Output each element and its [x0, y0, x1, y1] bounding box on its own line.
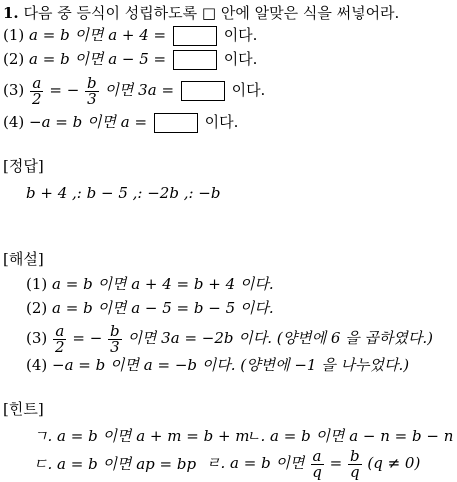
answer-box[interactable] — [154, 113, 198, 133]
fraction — [30, 73, 44, 108]
fraction — [53, 321, 67, 356]
answer-text: b + 4 ,: b − 5 ,: −2b ,: −b — [26, 184, 221, 202]
explanation-item-1 — [26, 275, 274, 293]
item-label: (3) — [3, 81, 25, 99]
problem-header — [3, 4, 399, 22]
hint-header: [힌트] — [3, 400, 44, 418]
hint-item-2: ㄴ. a = b 이면 a − n = b − n — [246, 427, 454, 445]
fraction-denominator: 3 — [87, 89, 97, 108]
item-text: 이면 3a = −2b 이다. (양변에 6 을 곱하였다.) — [127, 329, 434, 347]
equals-minus: = − — [49, 81, 80, 99]
problem-item-4 — [3, 113, 238, 133]
fraction — [108, 321, 122, 356]
equals-sign: = — [329, 454, 343, 472]
hint-item-1: ㄱ. a = b 이면 a + m = b + m — [33, 427, 250, 445]
item-expression: a = b 이면 a + 4 = — [29, 26, 167, 44]
hint-text: ㄹ. a = b 이면 — [206, 454, 305, 472]
item-suffix: 이다. — [204, 113, 239, 131]
problem-item-3 — [3, 72, 265, 108]
fraction-denominator: 3 — [110, 337, 120, 356]
answer-box[interactable] — [173, 50, 217, 70]
answer-header: [정답] — [3, 157, 44, 175]
problem-number: 1. — [3, 4, 19, 22]
fraction-numerator: b — [110, 321, 120, 340]
fraction-numerator: b — [87, 73, 97, 92]
explanation-item-4 — [26, 356, 409, 374]
item-expression: −a = b 이면 a = — [29, 113, 148, 131]
fraction-denominator: q — [312, 462, 322, 481]
item-expression: a = b 이면 a − 5 = — [29, 50, 167, 68]
equals-minus: = − — [72, 329, 103, 347]
item-label: (2) — [26, 299, 48, 317]
fraction-numerator: b — [349, 446, 360, 465]
item-suffix: 이다. — [223, 50, 258, 68]
item-label: (4) — [3, 113, 25, 131]
item-label: (4) — [26, 356, 48, 374]
hint-item-4 — [206, 446, 420, 480]
explanation-header: [해설] — [3, 250, 44, 268]
fraction — [85, 73, 99, 108]
fraction-denominator: q — [349, 462, 360, 481]
fraction — [310, 446, 324, 481]
problem-item-1 — [3, 26, 257, 46]
item-label: (2) — [3, 50, 25, 68]
fraction — [348, 446, 362, 481]
item-suffix: 이다. — [223, 26, 258, 44]
fraction-denominator: 2 — [55, 337, 65, 356]
explanation-item-2 — [26, 299, 274, 317]
item-label: (3) — [26, 329, 48, 347]
item-text: a = b 이면 a + 4 = b + 4 이다. — [52, 275, 274, 293]
item-suffix: 이다. — [231, 81, 266, 99]
fraction-numerator: a — [55, 321, 65, 340]
problem-item-2 — [3, 50, 257, 70]
explanation-item-3 — [26, 320, 433, 356]
hint-condition: (q ≠ 0) — [367, 454, 421, 472]
answer-box[interactable] — [173, 26, 217, 46]
problem-instruction: 다음 중 등식이 성립하도록 □ 안에 알맞은 식을 써넣어라. — [23, 4, 400, 22]
hint-item-3: ㄷ. a = b 이면 ap = bp — [33, 455, 197, 473]
item-text: −a = b 이면 a = −b 이다. (양변에 −1 을 나누었다.) — [52, 356, 410, 374]
item-expression: 이면 3a = — [104, 81, 175, 99]
answer-box[interactable] — [181, 81, 225, 101]
item-label: (1) — [26, 275, 48, 293]
item-text: a = b 이면 a − 5 = b − 5 이다. — [52, 299, 274, 317]
fraction-numerator: a — [32, 73, 42, 92]
fraction-denominator: 2 — [32, 89, 42, 108]
fraction-numerator: a — [312, 446, 322, 465]
item-label: (1) — [3, 26, 25, 44]
